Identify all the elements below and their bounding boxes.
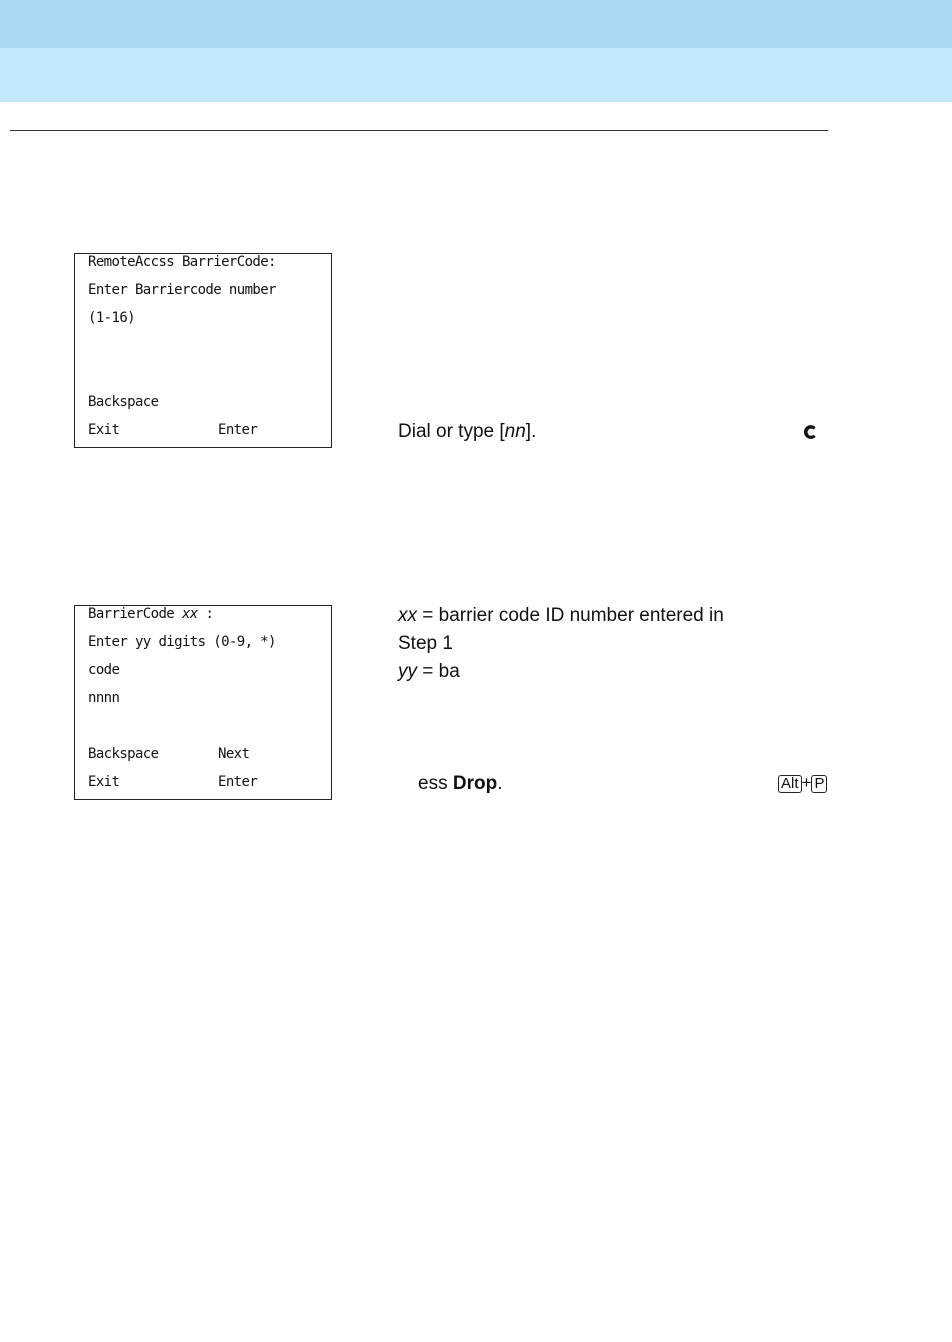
screen-title: BarrierCode xx :	[88, 606, 214, 622]
header-band-top	[0, 0, 952, 48]
screen-prompt: Enter yy digits (0-9, *)	[88, 634, 276, 650]
enter-softkey[interactable]: Enter	[218, 774, 258, 790]
alt-p-shortcut	[778, 773, 827, 793]
screen-code-value: nnnn	[88, 690, 120, 706]
header-band-bottom	[0, 48, 952, 102]
header-rule	[10, 130, 828, 131]
instruction-drop: ess Drop.	[418, 773, 503, 794]
screen-code-label: code	[88, 662, 120, 678]
next-softkey[interactable]: Next	[218, 746, 250, 762]
instruction-yy-def: yy = ba	[398, 661, 460, 682]
backspace-softkey[interactable]: Backspace	[88, 746, 159, 762]
p-key: P	[811, 775, 827, 793]
screen-range: (1-16)	[88, 310, 135, 326]
screen-prompt: Enter Barriercode number	[88, 282, 276, 298]
instruction-dial: Dial or type [nn].	[398, 421, 537, 442]
backspace-softkey[interactable]: Backspace	[88, 394, 159, 410]
plus-sign: +	[801, 773, 812, 792]
instruction-step-ref: Step 1	[398, 633, 453, 654]
screen-title: RemoteAccss BarrierCode:	[88, 254, 276, 270]
console-screen-barrier-digits	[74, 605, 332, 800]
exit-softkey[interactable]: Exit	[88, 774, 120, 790]
exit-softkey[interactable]: Exit	[88, 422, 120, 438]
enter-softkey[interactable]: Enter	[218, 422, 258, 438]
console-handset-icon	[800, 422, 820, 442]
alt-key: Alt	[778, 775, 802, 793]
console-screen-barrier-code	[74, 253, 332, 448]
instruction-xx-def: xx = barrier code ID number entered in	[398, 605, 724, 626]
